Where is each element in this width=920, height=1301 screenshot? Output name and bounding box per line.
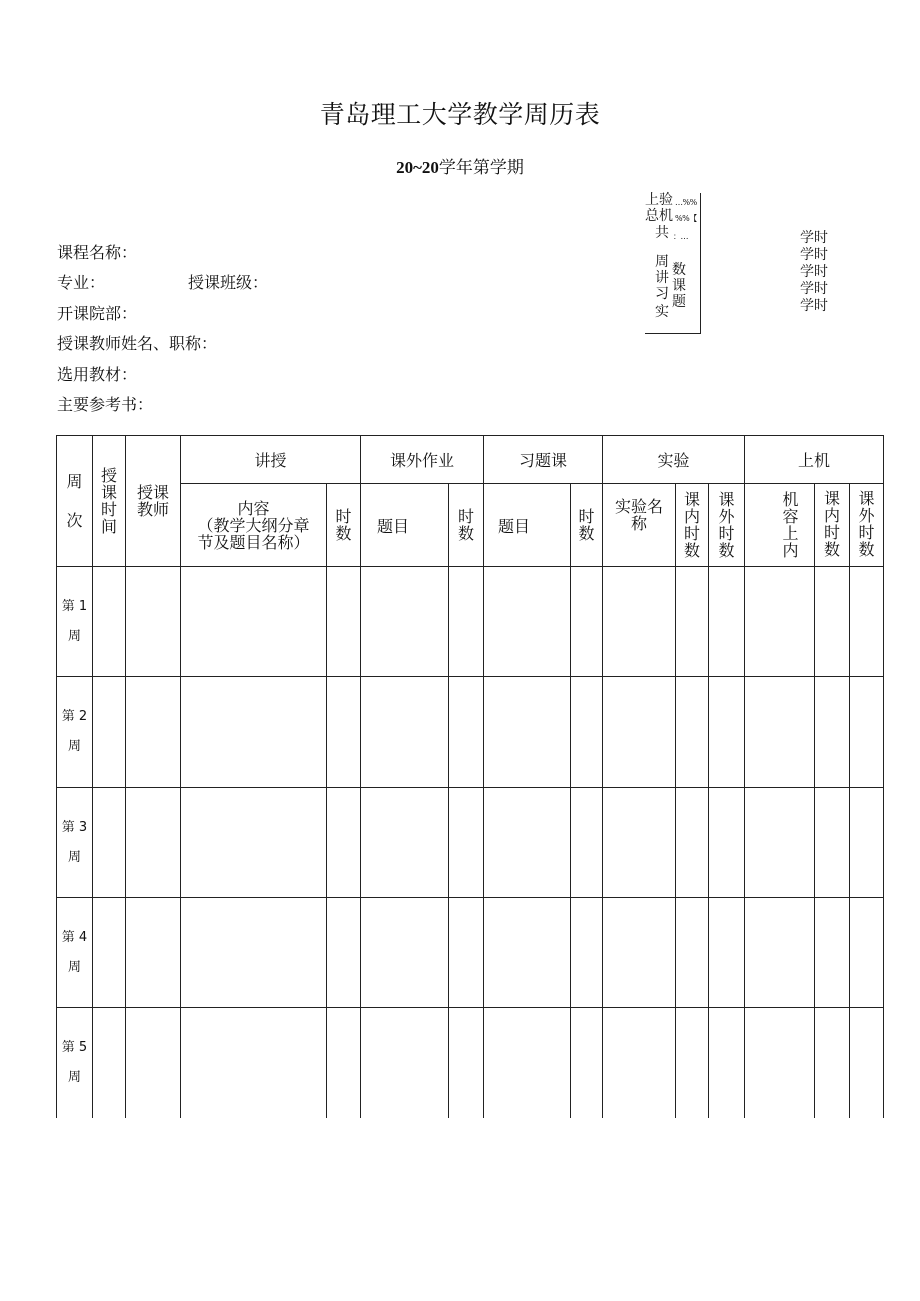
lecture-group-header: 讲授 xyxy=(181,436,361,484)
week-label xyxy=(57,567,93,677)
cell[interactable] xyxy=(676,1008,709,1118)
hours-experiment: 实 xyxy=(655,304,669,320)
textbook-label: 选用教材： xyxy=(57,365,138,384)
cell[interactable] xyxy=(850,1008,884,1118)
week-label-word: 周 xyxy=(67,959,81,975)
cell[interactable] xyxy=(745,1008,815,1118)
cell[interactable] xyxy=(126,567,181,677)
cell[interactable] xyxy=(93,677,126,788)
computer-in-class-hours-header xyxy=(815,484,850,567)
experiment-group-header: 实验 xyxy=(603,436,745,484)
cell[interactable] xyxy=(571,677,603,788)
computer-content-header xyxy=(745,484,815,567)
teacher-label: 授课教师姓名、职称： xyxy=(57,334,218,353)
department-label: 开课院部： xyxy=(57,304,138,323)
lecture-hours-char-1: 时 xyxy=(335,507,352,526)
cell[interactable] xyxy=(850,567,884,677)
week-calendar-table xyxy=(56,435,884,1118)
exercise-topic-header: 题目 xyxy=(484,484,571,567)
exp-in-char-3: 时 xyxy=(683,524,700,543)
hours-line-3: 共 xyxy=(655,225,669,241)
hours-class: 课 xyxy=(672,278,686,294)
cell[interactable] xyxy=(126,898,181,1008)
week-label-word: 周 xyxy=(67,1069,81,1085)
computer-group-header: 上机 xyxy=(745,436,884,484)
cell[interactable] xyxy=(850,677,884,788)
unit-4: 学时 xyxy=(800,281,828,297)
cell[interactable] xyxy=(676,567,709,677)
comp-in-char-1: 课 xyxy=(823,489,840,508)
hours-line-1-note: …%% xyxy=(675,198,697,207)
cell[interactable] xyxy=(327,677,361,788)
cell[interactable] xyxy=(93,567,126,677)
lecture-content-note-1: （教学大纲分章 xyxy=(197,515,310,535)
cell[interactable] xyxy=(93,898,126,1008)
cell[interactable] xyxy=(181,898,327,1008)
lecture-content-note-2: 节及题目名称） xyxy=(197,532,310,552)
cell[interactable] xyxy=(327,567,361,677)
class-label: 授课班级： xyxy=(188,273,269,292)
cell[interactable] xyxy=(449,1008,484,1118)
week-label xyxy=(57,788,93,898)
experiment-name-line-2: 称 xyxy=(630,514,647,533)
exercise-hours-header xyxy=(571,484,603,567)
exercise-group-header: 习题课 xyxy=(484,436,603,484)
cell[interactable] xyxy=(449,788,484,898)
cell[interactable] xyxy=(181,567,327,677)
week-label-word: 周 xyxy=(67,628,81,644)
hours-line-1: 上验 xyxy=(645,192,673,208)
cell[interactable] xyxy=(603,1008,676,1118)
hours-line-3-note: ：… xyxy=(673,232,688,241)
hours-exercise: 习 xyxy=(655,286,669,302)
cell[interactable] xyxy=(484,567,571,677)
cell[interactable] xyxy=(709,677,745,788)
cell[interactable] xyxy=(603,567,676,677)
teacher-header xyxy=(126,436,181,567)
hours-units xyxy=(800,230,840,315)
hours-lecture: 讲 xyxy=(655,270,669,286)
teacher-header-line-1: 授课 xyxy=(136,483,169,502)
cell[interactable] xyxy=(93,1008,126,1118)
cell[interactable] xyxy=(709,567,745,677)
semester-label: 学年第学期 xyxy=(438,158,524,178)
table-row xyxy=(57,677,884,788)
week-label xyxy=(57,677,93,788)
lecture-content-header xyxy=(181,484,327,567)
semester-line xyxy=(0,153,920,178)
cell[interactable] xyxy=(181,1008,327,1118)
hours-line-2-note: %%【 xyxy=(675,214,697,223)
week-label-num: 第 4 xyxy=(61,929,88,945)
cell[interactable] xyxy=(484,788,571,898)
cell[interactable] xyxy=(815,898,850,1008)
cell[interactable] xyxy=(327,898,361,1008)
class-time-char-2: 课 xyxy=(100,483,117,502)
week-label-num: 第 5 xyxy=(61,1039,88,1055)
cell[interactable] xyxy=(361,677,449,788)
cell[interactable] xyxy=(484,677,571,788)
hours-summary-box xyxy=(645,193,701,334)
exp-in-char-2: 内 xyxy=(683,507,700,526)
exp-in-char-4: 数 xyxy=(683,541,700,560)
week-header-char-1: 周 xyxy=(66,472,83,491)
unit-1: 学时 xyxy=(800,230,828,246)
cell[interactable] xyxy=(571,1008,603,1118)
cell[interactable] xyxy=(181,677,327,788)
unit-5: 学时 xyxy=(800,298,828,314)
cell[interactable] xyxy=(676,677,709,788)
hours-problem: 题 xyxy=(672,294,686,310)
cell[interactable] xyxy=(745,677,815,788)
cell[interactable] xyxy=(484,1008,571,1118)
cell[interactable] xyxy=(676,898,709,1008)
exercise-hours-char-2: 数 xyxy=(578,524,595,543)
exercise-hours-char-1: 时 xyxy=(578,507,595,526)
comp-out-char-2: 外 xyxy=(858,506,875,525)
homework-hours-char-1: 时 xyxy=(457,507,474,526)
week-label xyxy=(57,1008,93,1118)
computer-content-char-4: 内 xyxy=(782,541,799,560)
unit-2: 学时 xyxy=(800,247,828,263)
cell[interactable] xyxy=(126,1008,181,1118)
cell[interactable] xyxy=(745,898,815,1008)
computer-content-char-3: 上 xyxy=(782,524,799,543)
cell[interactable] xyxy=(126,677,181,788)
exp-in-char-1: 课 xyxy=(683,490,700,509)
references-label: 主要参考书： xyxy=(57,395,154,414)
cell[interactable] xyxy=(603,677,676,788)
comp-out-char-1: 课 xyxy=(858,489,875,508)
cell[interactable] xyxy=(603,788,676,898)
cell[interactable] xyxy=(484,898,571,1008)
week-label-num: 第 1 xyxy=(61,598,88,614)
table-row xyxy=(57,567,884,677)
experiment-name-line-1: 实验名 xyxy=(614,497,663,516)
comp-in-char-4: 数 xyxy=(823,540,840,559)
teacher-header-line-2: 教师 xyxy=(136,500,169,519)
unit-3: 学时 xyxy=(800,264,828,280)
computer-content-char-2: 容 xyxy=(782,507,799,526)
homework-hours-header xyxy=(449,484,484,567)
lecture-content-title: 内容 xyxy=(237,498,270,518)
week-label xyxy=(57,898,93,1008)
cell[interactable] xyxy=(126,788,181,898)
cell[interactable] xyxy=(815,788,850,898)
course-name-label: 课程名称： xyxy=(57,243,138,262)
cell[interactable] xyxy=(181,788,327,898)
comp-in-char-2: 内 xyxy=(823,506,840,525)
hours-line-2: 总机 xyxy=(645,208,673,224)
cell[interactable] xyxy=(745,567,815,677)
class-time-header xyxy=(93,436,126,567)
exp-out-char-1: 课 xyxy=(718,490,735,509)
cell[interactable] xyxy=(361,567,449,677)
cell[interactable] xyxy=(571,567,603,677)
cell[interactable] xyxy=(571,788,603,898)
comp-out-char-3: 时 xyxy=(858,523,875,542)
comp-out-char-4: 数 xyxy=(858,540,875,559)
cell[interactable] xyxy=(815,567,850,677)
year-range: 20~20 xyxy=(396,158,439,177)
cell[interactable] xyxy=(709,788,745,898)
cell[interactable] xyxy=(327,788,361,898)
week-label-num: 第 2 xyxy=(61,709,88,724)
table-row xyxy=(57,788,884,898)
class-time-char-1: 授 xyxy=(100,466,117,485)
experiment-in-class-hours-header xyxy=(676,484,709,567)
exp-out-char-3: 时 xyxy=(718,524,735,543)
homework-topic-header: 题目 xyxy=(361,484,449,567)
cell[interactable] xyxy=(676,788,709,898)
cell[interactable] xyxy=(571,898,603,1008)
cell[interactable] xyxy=(449,567,484,677)
cell[interactable] xyxy=(361,1008,449,1118)
table-row xyxy=(57,1008,884,1118)
computer-out-class-hours-header xyxy=(850,484,884,567)
cell[interactable] xyxy=(361,788,449,898)
week-label-word: 周 xyxy=(67,739,81,754)
lecture-hours-header xyxy=(327,484,361,567)
experiment-out-class-hours-header xyxy=(709,484,745,567)
cell[interactable] xyxy=(815,1008,850,1118)
homework-group-header: 课外作业 xyxy=(361,436,484,484)
cell[interactable] xyxy=(603,898,676,1008)
computer-content-char-1: 机 xyxy=(782,490,799,509)
table-row xyxy=(57,898,884,1008)
cell[interactable] xyxy=(449,898,484,1008)
class-time-char-3: 时 xyxy=(100,500,117,519)
cell[interactable] xyxy=(815,677,850,788)
week-label-num: 第 3 xyxy=(61,819,88,835)
exp-out-char-2: 外 xyxy=(718,507,735,526)
lecture-hours-char-2: 数 xyxy=(335,524,352,543)
hours-week: 周 xyxy=(655,254,669,270)
class-time-char-4: 间 xyxy=(100,517,117,536)
cell[interactable] xyxy=(327,1008,361,1118)
experiment-name-header xyxy=(603,484,676,567)
cell[interactable] xyxy=(93,788,126,898)
week-label-word: 周 xyxy=(67,849,81,865)
week-header-char-2: 次 xyxy=(66,511,83,530)
homework-hours-char-2: 数 xyxy=(457,524,474,543)
cell[interactable] xyxy=(850,788,884,898)
hours-count: 数 xyxy=(672,262,686,278)
cell[interactable] xyxy=(709,1008,745,1118)
cell[interactable] xyxy=(709,898,745,1008)
page-title: 青岛理工大学教学周历表 xyxy=(319,100,601,129)
major-label: 专业： xyxy=(57,273,106,292)
cell[interactable] xyxy=(361,898,449,1008)
comp-in-char-3: 时 xyxy=(823,523,840,542)
exp-out-char-4: 数 xyxy=(718,541,735,560)
cell[interactable] xyxy=(745,788,815,898)
week-header xyxy=(57,436,93,567)
cell[interactable] xyxy=(850,898,884,1008)
cell[interactable] xyxy=(449,677,484,788)
